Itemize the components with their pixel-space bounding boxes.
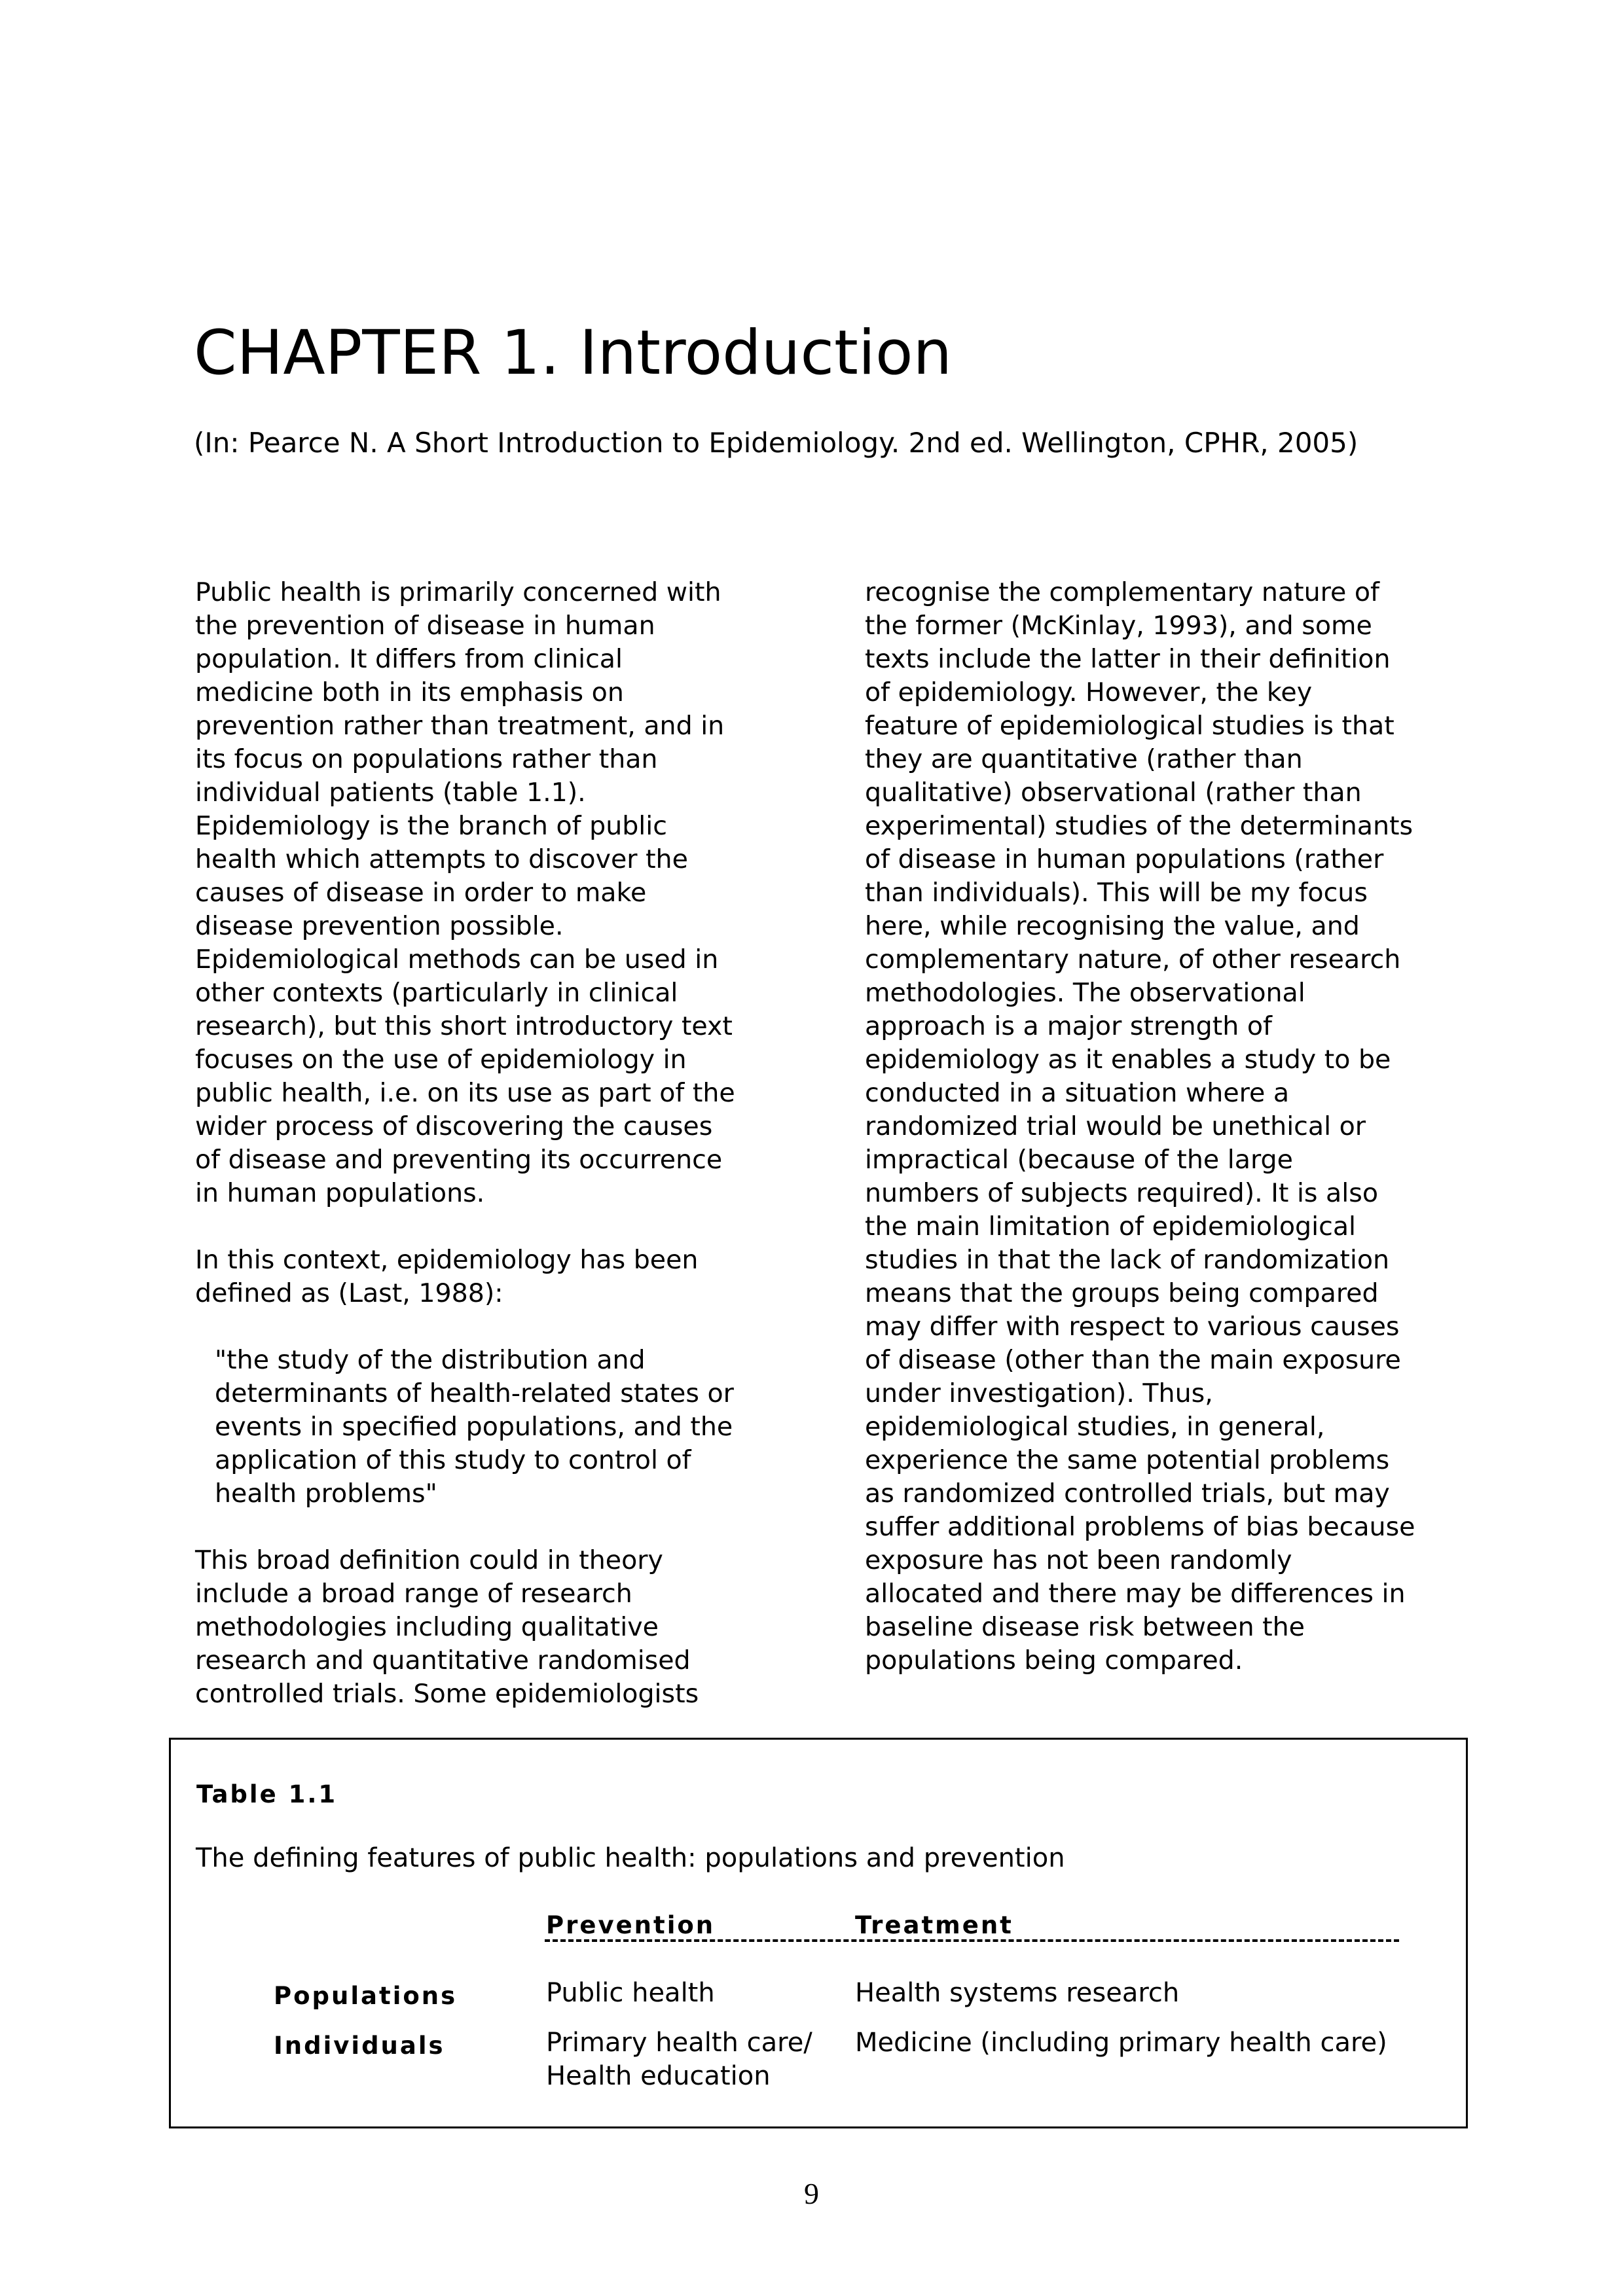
source-citation: (In: Pearce N. A Short Introduction to Epidemiology. 2nd ed. Wellington, CPHR, 2005) — [194, 427, 1359, 459]
page-number: 9 — [804, 2177, 819, 2210]
header-divider — [545, 1939, 1399, 1942]
table-cell: Public health — [546, 1978, 715, 2008]
table-caption: The defining features of public health: populations and prevention — [196, 1843, 1065, 1873]
paragraph: Public health is primarily concerned with the prevention of disease in human population. It differs from clinical medicine both in its emphasis on prevention rather than treatment, and in its focus on populations rather than individual patients (table 1.1). Epidemiology is the branch of public health which attempts to discover the causes of disease in order to make disease prevention possible. Epidemiological methods can be used in other contexts (particularly in clinical research), but this short introductory text focuses on the use of epidemiology in public health, i.e. on its use as part of the wider process of discovering the causes of disease and preventing its occurrence in human populations. — [195, 577, 735, 1208]
table-cell: Medicine (including primary health care) — [855, 2028, 1387, 2058]
column-header-prevention: Prevention — [546, 1911, 716, 1939]
table-label: Table 1.1 — [196, 1780, 338, 1808]
table-cell: Health systems research — [855, 1978, 1180, 2008]
table-cell: Primary health care/ Health education — [546, 2028, 812, 2091]
left-column — [195, 576, 797, 1711]
chapter-title: CHAPTER 1. Introduction — [194, 317, 953, 389]
paragraph: This broad definition could in theory include a broad range of research methodologies including qualitative research and quantitative randomised controlled trials. Some epidemiologists — [195, 1545, 699, 1709]
row-label-individuals: Individuals — [274, 2032, 445, 2060]
row-label-populations: Populations — [274, 1982, 458, 2010]
definition-quote: "the study of the distribution and determinants of health-related states or events in specified populations, and the application of this study to control of health problems" — [215, 1345, 734, 1509]
table-box — [169, 1738, 1468, 2128]
right-column — [865, 576, 1467, 1677]
paragraph: recognise the complementary nature of the former (McKinlay, 1993), and some texts include the latter in their definition of epidemiology. However, the key feature of epidemiological studies is that they are quantitative (rather than qualitative) observational (rather than experimental) studies of the determinants of disease in human populations (rather than individuals). This will be my focus here, while recognising the value, and complementary nature, of other research methodologies. The observational approach is a major strength of epidemiology as it enables a study to be conducted in a situation where a randomized trial would be unethical or impractical (because of the large numbers of subjects required). It is also the main limitation of epidemiological studies in that the lack of randomization means that the groups being compared may differ with respect to various causes of disease (other than the main exposure under investigation). Thus, epidemiological studies, in general, experience the same potential problems as randomized controlled trials, but may suffer additional problems of bias because exposure has not been randomly allocated and there may be differences in baseline disease risk between the populations being compared. — [865, 577, 1415, 1676]
column-header-treatment: Treatment — [855, 1911, 1013, 1939]
paragraph: In this context, epidemiology has been defined as (Last, 1988): — [195, 1245, 699, 1308]
